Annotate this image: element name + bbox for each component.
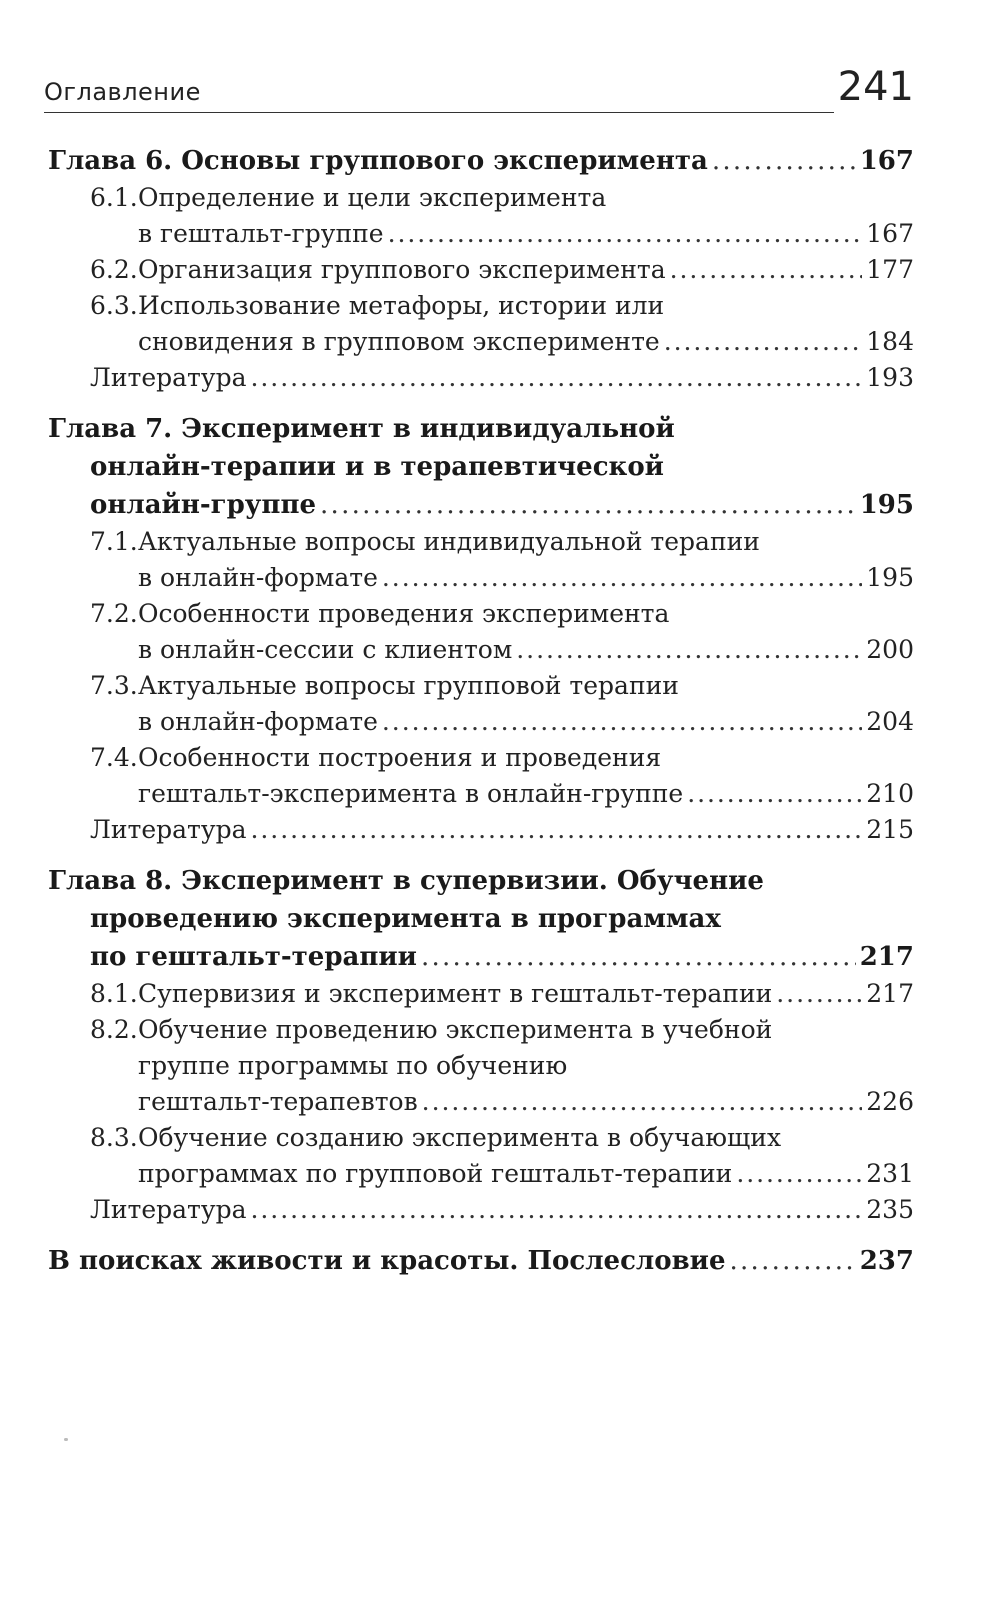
section-6-2[interactable] [48,252,914,288]
dot-leader [730,1242,856,1280]
page-ref: 200 [866,635,914,664]
literature-label: Литература [90,815,247,844]
section-title-text: в онлайн-сессии с клиентом [138,635,513,664]
page-ref: 217 [866,979,914,1008]
section-6-3[interactable] [48,288,914,360]
afterword-title: В поисках живости и красоты. Послесловие [48,1246,726,1276]
section-8-3[interactable] [48,1120,914,1192]
literature-label: Литература [90,1195,247,1224]
section-number: 8.1. [90,979,138,1008]
page-ref: 237 [859,1246,914,1276]
table-of-contents [48,142,914,1280]
section-number: 7.4. [90,743,138,772]
section-title-text: в онлайн-формате [138,707,378,736]
page-ref: 167 [866,219,914,248]
literature-label: Литература [90,363,247,392]
section-8-1[interactable] [48,976,914,1012]
page-ref: 193 [866,363,914,392]
section-8-2[interactable] [48,1012,914,1120]
page-ref: 195 [859,490,914,520]
section-number: 7.1. [90,527,138,556]
page-ref: 177 [866,255,914,284]
section-number: 6.2. [90,255,138,284]
chapter-8-title[interactable] [48,862,914,976]
section-title-text: Актуальные вопросы групповой терапии [138,671,679,700]
running-title: Оглавление [44,78,201,106]
page-ref: 231 [866,1159,914,1188]
literature-ch8[interactable] [48,1192,914,1228]
dot-leader [388,216,863,252]
chapter-title-text: Глава 6. Основы группового эксперимента [48,146,708,176]
section-7-3[interactable] [48,668,914,740]
section-title-text: Организация группового эксперимента [138,255,666,284]
chapter-7 [48,410,914,848]
page-ref: 210 [866,779,914,808]
dot-leader [712,142,856,180]
dot-leader [251,360,863,396]
dot-leader [664,324,863,360]
afterword-entry[interactable] [48,1242,914,1280]
chapter-title-text: онлайн-терапии и в терапевтической [90,452,664,482]
chapter-title-text: Глава 8. Эксперимент в супервизии. Обучение [48,866,764,896]
page-ref: 217 [859,942,914,972]
dot-leader [320,486,856,524]
section-title-text: в гештальт-группе [138,219,384,248]
page-number: 241 [837,64,914,110]
scan-speck [64,1438,68,1441]
section-7-4[interactable] [48,740,914,812]
section-number: 6.1. [90,183,138,212]
dot-leader [382,704,862,740]
section-title-text: Обучение созданию эксперимента в обучающих [138,1123,782,1152]
page-ref: 167 [859,146,914,176]
dot-leader [251,812,863,848]
dot-leader [736,1156,862,1192]
literature-ch7[interactable] [48,812,914,848]
section-title-text: сновидения в групповом эксперименте [138,327,660,356]
section-title-text: Обучение проведению эксперимента в учебной [138,1015,773,1044]
chapter-title-text: по гештальт-терапии [90,942,417,972]
section-number: 8.3. [90,1123,138,1152]
page-ref: 235 [866,1195,914,1224]
page-ref: 204 [866,707,914,736]
chapter-6 [48,142,914,396]
section-title-text: гештальт-терапевтов [138,1087,418,1116]
section-7-1[interactable] [48,524,914,596]
chapter-title-text: онлайн-группе [90,490,317,520]
section-number: 7.3. [90,671,138,700]
header-rule [44,112,834,113]
section-6-1[interactable] [48,180,914,252]
section-title-text: группе программы по обучению [138,1051,568,1080]
dot-leader [687,776,862,812]
dot-leader [516,632,862,668]
dot-leader [421,938,856,976]
dot-leader [670,252,863,288]
section-title-text: программах по групповой гештальт-терапии [138,1159,733,1188]
chapter-title-text: проведению эксперимента в программах [90,904,721,934]
dot-leader [776,976,862,1012]
section-7-2[interactable] [48,596,914,668]
page-ref: 226 [866,1087,914,1116]
section-title-text: гештальт-эксперимента в онлайн-группе [138,779,684,808]
dot-leader [382,560,862,596]
chapter-8 [48,862,914,1228]
chapter-7-title[interactable] [48,410,914,524]
section-number: 6.3. [90,291,138,320]
section-title-text: Использование метафоры, истории или [138,291,665,320]
page-ref: 215 [866,815,914,844]
page-header [44,64,914,116]
section-title-text: Супервизия и эксперимент в гештальт-терапии [138,979,773,1008]
section-title-text: в онлайн-формате [138,563,378,592]
section-title-text: Актуальные вопросы индивидуальной терапии [138,527,760,556]
dot-leader [422,1084,863,1120]
dot-leader [251,1192,863,1228]
chapter-6-title[interactable] [48,142,914,180]
section-title-text: Определение и цели эксперимента [138,183,607,212]
section-title-text: Особенности проведения эксперимента [138,599,670,628]
page-ref: 195 [866,563,914,592]
section-number: 8.2. [90,1015,138,1044]
section-number: 7.2. [90,599,138,628]
chapter-title-text: Глава 7. Эксперимент в индивидуальной [48,414,675,444]
section-title-text: Особенности построения и проведения [138,743,662,772]
page-ref: 184 [866,327,914,356]
literature-ch6[interactable] [48,360,914,396]
